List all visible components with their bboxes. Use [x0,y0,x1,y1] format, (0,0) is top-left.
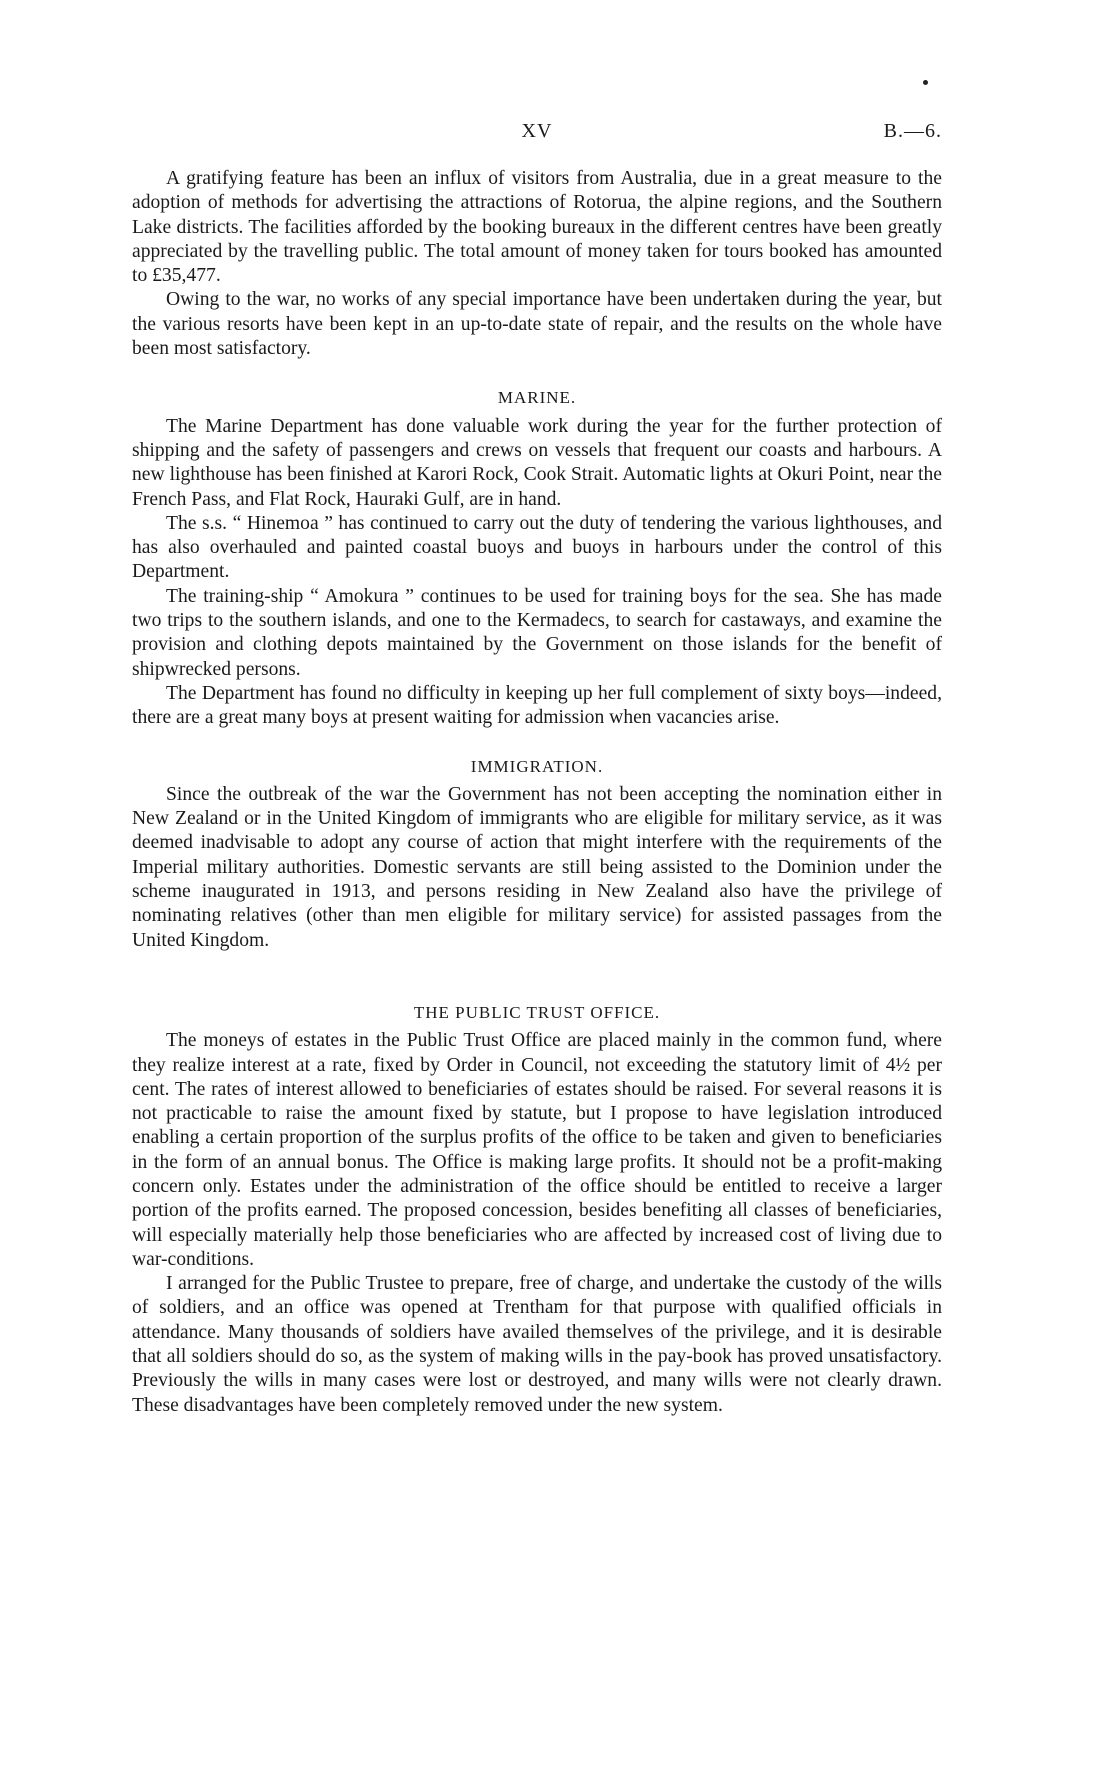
paragraph: The s.s. “ Hinemoa ” has continued to carry out the duty of tendering the various lighthouses, and has also overhauled and painted coastal buoys and buoys in harbours under the control of this Department. [132,512,942,583]
paragraph: A gratifying feature has been an influx of visitors from Australia, due in a great measure to the adoption of methods for advertising the attractions of Rotorua, the alpine regions, and the Southern Lake districts. The facilities afforded by the booking bureaux in the different centres have been greatly appreciated by the travelling public. The total amount of money taken for tours booked has amounted to £35,477. [132,168,942,287]
document-body [132,167,942,1418]
intro-section [132,167,942,361]
marine-section [132,386,942,730]
immigration-section [132,755,942,953]
paper-reference: B.—6. [883,120,942,142]
paragraph: Owing to the war, no works of any special importance have been undertaken during the year, but the various resorts have been kept in an up-to-date state of repair, and the results on the whole have been most satisfactory. [132,289,942,360]
section-heading: IMMIGRATION. [470,756,604,776]
public-trust-section [132,1001,942,1418]
ink-dot [923,80,928,85]
paragraph: The moneys of estates in the Public Trust Office are placed mainly in the common fund, where they realize interest at a rate, fixed by Order in Council, not exceeding the statutory limit of 4½ per cent. The rates of interest allowed to beneficiaries of estates should be raised. For several reasons it is not practicable to raise the amount fixed by statute, but I propose to have legislation introduced enabling a certain proportion of the surplus profits of the office to be taken and given to beneficiaries in the form of an annual bonus. The Office is making large profits. It should not be a profit-making concern only. Estates under the administration of the office should be entitled to receive a larger portion of the profits earned. The proposed concession, besides benefiting all classes of beneficiaries, will especially materially help those beneficiaries who are affected by increased cost of living due to war-conditions. [132,1030,942,1270]
paragraph: The training-ship “ Amokura ” continues to be used for training boys for the sea. She has made two trips to the southern islands, and one to the Kermadecs, to search for castaways, and examine the provision and clothing depots maintained by the Government on those islands for the benefit of shipwrecked persons. [132,585,942,680]
paragraph: The Marine Department has done valuable work during the year for the further protection of shipping and the safety of passengers and crews on vessels that frequent our coasts and harbours. A new lighthouse has been finished at Karori Rock, Cook Strait. Automatic lights at Okuri Point, near the French Pass, and Flat Rock, Hauraki Gulf, are in hand. [132,415,942,510]
paragraph: I arranged for the Public Trustee to prepare, free of charge, and undertake the custody of the wills of soldiers, and an office was opened at Trentham for that purpose with qualified officials in attendance. Many thousands of soldiers have availed themselves of the privilege, and it is desirable that all soldiers should do so, as the system of making wills in the pay-book has proved unsatisfactory. Previously the wills in many cases were lost or destroyed, and many wills were not clearly drawn. These disadvantages have been completely removed under the new system. [132,1273,942,1416]
page-number: XV [521,120,553,142]
section-heading: MARINE. [497,388,577,408]
page-header [132,120,942,150]
paragraph: The Department has found no difficulty in keeping up her full complement of sixty boys—indeed, there are a great many boys at present waiting for admission when vacancies arise. [132,682,942,729]
section-heading: THE PUBLIC TRUST OFFICE. [413,1002,661,1022]
paragraph: Since the outbreak of the war the Government has not been accepting the nomination either in New Zealand or in the United Kingdom of immigrants who are eligible for military service, as it was deemed inadvisable to adopt any course of action that might interfere with the requirements of the Imperial military authorities. Domestic servants are still being assisted to the Dominion under the scheme inaugurated in 1913, and persons residing in New Zealand also have the privilege of nominating relatives (other than men eligible for military service) for assisted passages from the United Kingdom. [132,783,942,951]
